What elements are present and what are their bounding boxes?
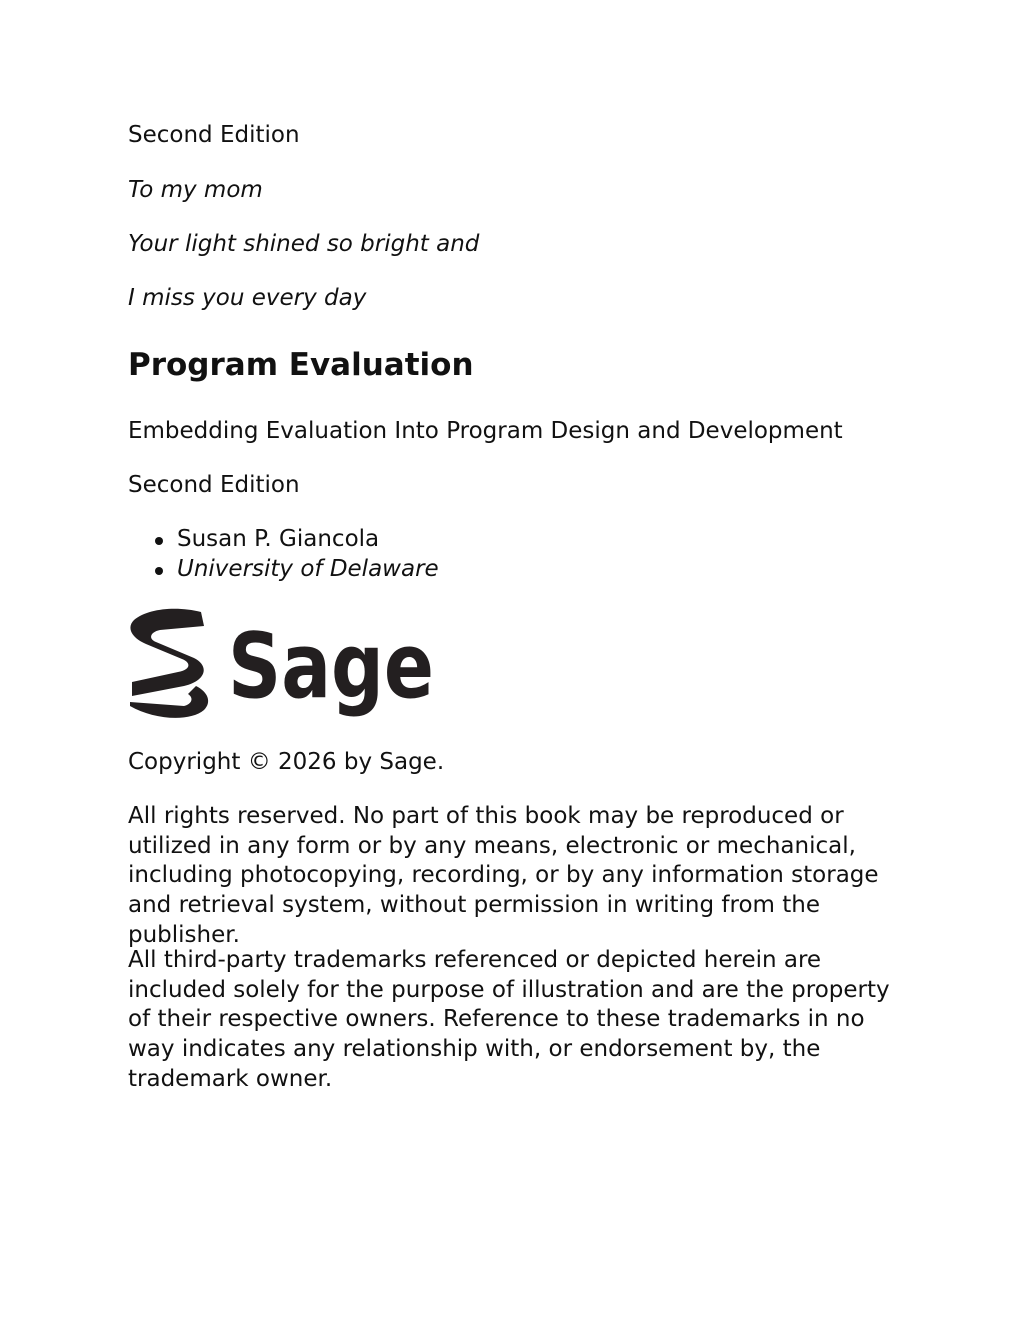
trademarks-paragraph: All third-party trademarks referenced or depicted herein are included solely for the purpose of illustration and are the property of their respective owners. Reference to these trademarks in no way indicates any relationship with, or endorsement by, the trademark owner.: [128, 947, 890, 1092]
dedication-line-3: I miss you every day: [128, 285, 367, 311]
edition-label: Second Edition: [128, 472, 300, 498]
dedication-line-1: To my mom: [128, 177, 263, 203]
book-subtitle: Embedding Evaluation Into Program Design and Development: [128, 418, 843, 444]
sage-wordmark: Sage: [228, 614, 434, 719]
author-affiliation: University of Delaware: [128, 555, 439, 585]
sage-logo: [128, 606, 438, 722]
copyright-line: Copyright © 2026 by Sage.: [128, 749, 445, 775]
edition-label-top: Second Edition: [128, 122, 300, 148]
author-list: [128, 525, 439, 584]
dedication-line-2: Your light shined so bright and: [128, 231, 480, 257]
rights-paragraph: All rights reserved. No part of this book may be reproduced or utilized in any form or by any means, electronic or mechanical, including photocopying, recording, or by any information storage and retrieval system, without permission in writing from the publisher.: [128, 803, 879, 948]
book-title: Program Evaluation: [128, 347, 474, 383]
author-name: Susan P. Giancola: [128, 525, 439, 555]
sage-s-mark-icon: [130, 609, 208, 718]
